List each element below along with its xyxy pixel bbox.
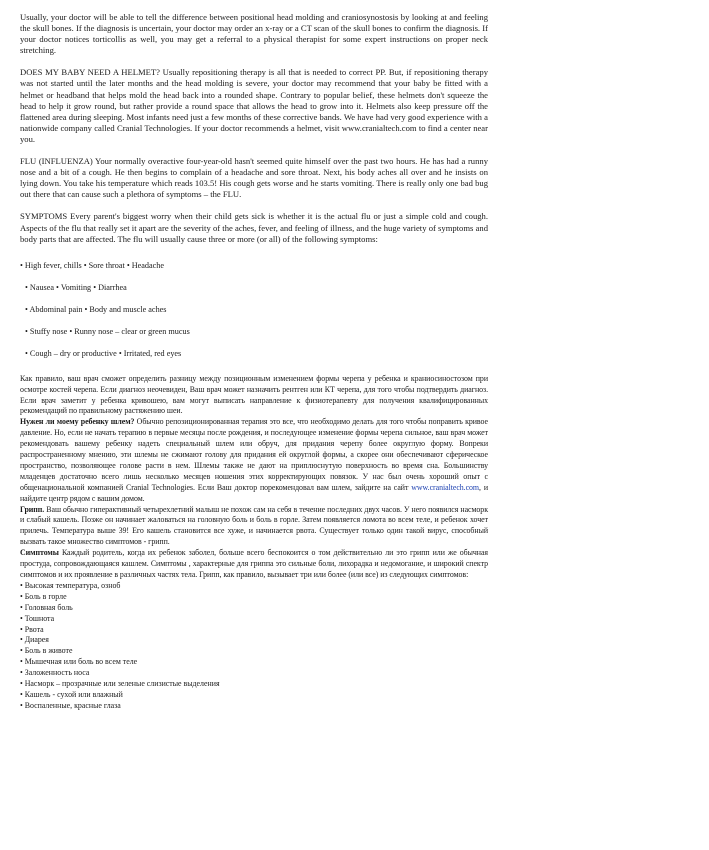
ru-paragraph-diagnosis: Как правило, ваш врач сможет определить разницу между позиционным изменением формы черепа у ребенка и краниосиностозом при осмотре костей черепа. Если диагноз неочевиден, Ваш врач может назначить рентген или КТ черепа, для того чтобы подтвердить диагноз. Если врач заметит у ребенка кривошею, вам могут выписать направление к физиотерапевту для получения квалифицированных рекомендаций по правильному растяжению шеи.	[20, 373, 488, 416]
paragraph-symptoms: SYMPTOMS Every parent's biggest worry when their child gets sick is whether it is the actual flu or just a simple cold and cough. Aspects of the flu that really set it apart are the severity of the aches, fever, and feeling of illness, and the huge variety of symptoms and body parts that are affected. The flu will usually cause three or more (or all) of the following symptoms:	[20, 211, 488, 244]
cranialtech-link[interactable]: www.cranialtech.com	[411, 482, 480, 492]
symptom-bullet-line: • Nausea • Vomiting • Diarrhea	[25, 282, 127, 292]
ru-flu-text: Ваш обычно гиперактивный четырехлетний малыш не похож сам на себя в течение последних двух часов. У него появился насморк и слабый кашель. Позже он начинает жаловаться на головную боль и боль в горле. Затем появляется ломота во всем теле, и ребенок хочет прилечь. Температура выше 39! Его кашель становится все хуже, и начинается рвота. Существует только один такой вирус, способный вызвать такое множество симптомов - грипп.	[20, 504, 488, 547]
paragraph-helmet: DOES MY BABY NEED A HELMET? Usually repositioning therapy is all that is needed to correct PP. But, if repositioning therapy was not started until the later months and the head molding is severe, your doctor may recommend that your baby be fitted with a helmet or headband that helps mold the head back into a rounded shape. Contrary to popular belief, these helmets don't squeeze the head to help it grow round, but rather provide a round space that allows the head to grow into it. Helmets also keep pressure off the flattened area during sleeping. Most infants need just a few months of these corrective bands. We have had very good experience with a nationwide company called Cranial Technologies. If your doctor recommends a helmet, visit www.cranialtech.com to find a center near you.	[20, 67, 488, 144]
paragraph-flu: FLU (INFLUENZA) Your normally overactive four-year-old hasn't seemed quite himself over the past two hours. He has had a runny nose and a bit of a cough. He then begins to complain of a headache and sore throat. Next, his body aches all over and he insists on lying down. You take his temperature which reads 103.5! His cough gets worse and he starts vomiting. There is really only one bad bug out there that can cause such a plethora of symptoms – the FLU.	[20, 156, 488, 200]
list-item: • Воспаленные, красные глаза	[20, 700, 121, 710]
symptom-bullet-line: • Stuffy nose • Runny nose – clear or green mucus	[25, 326, 190, 336]
list-item: • Насморк – прозрачные или зеленые слизистые выделения	[20, 679, 220, 689]
ru-helmet-end: , и найдите центр рядом с вашим домом.	[20, 482, 489, 503]
ru-heading-flu: Грипп.	[20, 504, 45, 514]
list-item: • Боль в животе	[20, 646, 73, 656]
symptom-bullet-line: • Abdominal pain • Body and muscle aches	[25, 304, 167, 314]
ru-helmet-text: Обычно репозиционированная терапия это все, что необходимо делать для того чтобы поправить кривое давление. Но, если не начать терапию в первые месяцы после рождения, и последующее изменение формы черепа сильное, ваш врач может рекомендовать вашему ребенку надеть специальный шлем или обруч, для придания черепу более округлую форму. Вопреки распространенному мнению, эти шлемы не сжимают голову для придания ей округлой формы, а скорее они обеспечивают сферическое пространство, позволяющее голове расти в нем. Шлемы также не дают на приплюснутую поверхность во время сна. Большинству младенцев достаточно всего лишь несколько месяцев ношения этих корректирующих повязок. У нас был очень хороший опыт с общенациональной компанией Cranial Technologies. Если Ваш доктор порекомендовал вам шлем, зайдите на сайт	[20, 417, 488, 492]
list-item: • Рвота	[20, 624, 44, 634]
list-item: • Заложенность носа	[20, 668, 90, 678]
symptom-bullet-line: • High fever, chills • Sore throat • Headache	[20, 260, 164, 270]
ru-paragraph-symptoms	[20, 548, 488, 581]
list-item: • Тошнота	[20, 613, 55, 623]
list-item: • Диарея	[20, 635, 49, 645]
ru-heading-helmet: Нужен ли моему ребенку шлем?	[20, 417, 135, 427]
document-page	[20, 12, 488, 712]
ru-paragraph-helmet	[20, 417, 488, 504]
paragraph-diagnosis: Usually, your doctor will be able to tell the difference between positional head molding and craniosynostosis by looking at and feeling the skull bones. If the diagnosis is uncertain, your doctor may order an x-ray or a CT scan of the skull bones to confirm the diagnosis. If your doctor notices torticollis as well, you may get a referral to a physical therapist for some expert instructions on proper neck stretching.	[20, 12, 488, 56]
list-item: • Высокая температура, озноб	[20, 580, 121, 590]
list-item: • Мышечная или боль во всем теле	[20, 657, 138, 667]
ru-symptoms-text: Каждый родитель, когда их ребенок заболел, больше всего беспокоится о том действительно ли это грипп или же обычная простуда, сопровождающаяся кашлем. Симптомы , характерные для гриппа это сильные боли, лихорадка и недомогание, и широкий спектр симптомов и их проявление в различных частях тела. Грипп, как правило, вызывает три или более (или все) из следующих симптомов:	[20, 548, 488, 579]
list-item: • Головная боль	[20, 602, 73, 612]
ru-heading-symptoms: Симптомы	[20, 548, 59, 558]
ru-symptom-list	[20, 581, 488, 712]
symptom-bullet-line: • Cough – dry or productive • Irritated, red eyes	[25, 348, 182, 358]
list-item: • Кашель - сухой или влажный	[20, 689, 123, 699]
ru-paragraph-flu	[20, 505, 488, 549]
list-item: • Боль в горле	[20, 591, 67, 601]
